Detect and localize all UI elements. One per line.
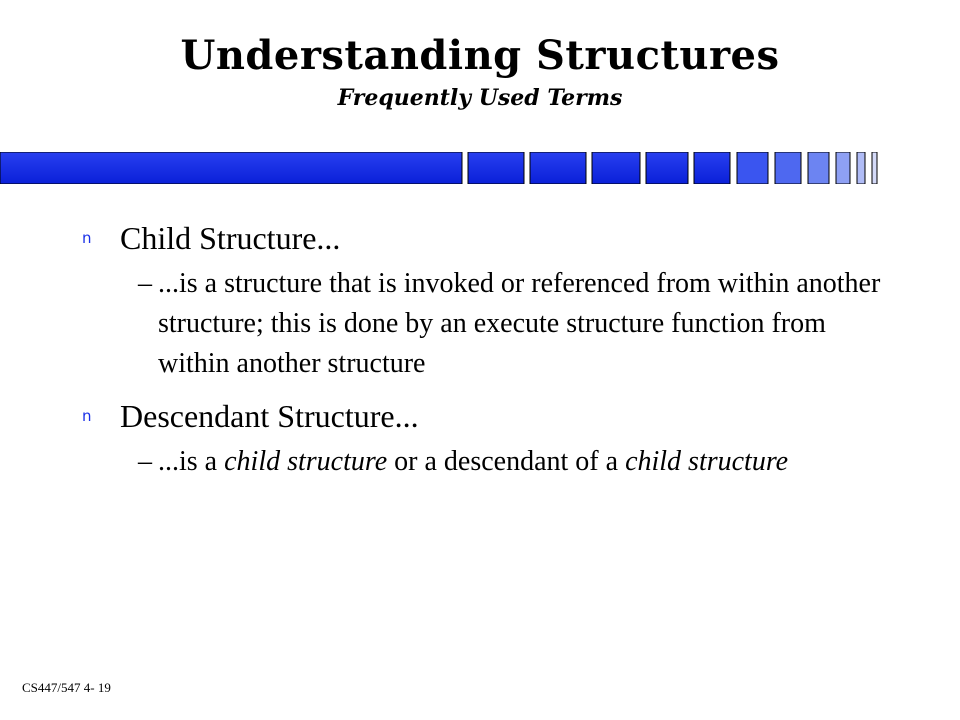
bullet-square-icon: n — [82, 229, 92, 247]
detail-emphasis: child structure — [625, 446, 789, 477]
bullet-heading: Descendant Structure... — [120, 398, 419, 434]
stripe-block-2 — [468, 152, 524, 184]
stripe-block-8 — [775, 152, 801, 184]
detail-emphasis: child structure — [224, 446, 388, 477]
bullet-child-structure — [82, 218, 882, 258]
stripe-block-6 — [694, 152, 730, 184]
decorative-stripe-bar — [0, 152, 900, 184]
bullet-heading: Child Structure... — [120, 220, 341, 256]
slide-title: Understanding Structures — [180, 32, 780, 79]
stripe-block-9 — [808, 152, 829, 184]
detail-text: ...is a — [158, 446, 225, 477]
bullet-square-icon: n — [82, 407, 92, 425]
bullet-child-structure-detail — [138, 264, 882, 384]
slide-subtitle: Frequently Used Terms — [337, 85, 623, 111]
stripe-block-1 — [0, 152, 462, 184]
slide-body — [82, 218, 882, 482]
stripe-block-3 — [530, 152, 586, 184]
stripe-block-11 — [857, 152, 865, 184]
stripe-block-12 — [872, 152, 877, 184]
detail-text: or a descendant of a — [387, 446, 626, 477]
stripe-block-7 — [737, 152, 768, 184]
stripe-block-4 — [592, 152, 640, 184]
detail-text: ...is a structure that is invoked or referenced from within another structure; this is done by an execute structure function from within another structure — [158, 268, 881, 379]
stripe-block-5 — [646, 152, 688, 184]
dash-marker: – — [138, 446, 152, 477]
stripe-block-10 — [836, 152, 850, 184]
slide-footer: CS447/547 4- 19 — [22, 680, 111, 695]
bullet-descendant-structure-detail — [138, 442, 882, 482]
dash-marker: – — [138, 268, 152, 299]
bullet-descendant-structure — [82, 396, 882, 436]
